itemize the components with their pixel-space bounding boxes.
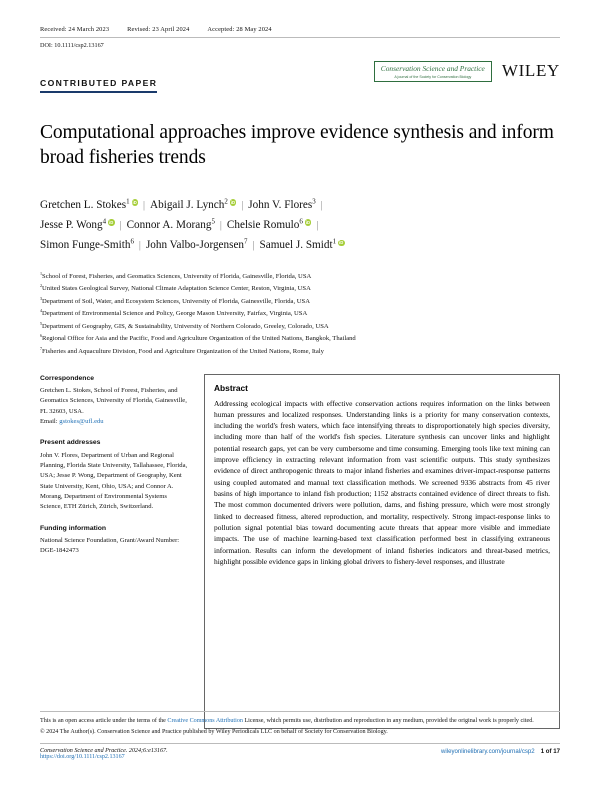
article-dates — [40, 26, 560, 38]
funding-heading: Funding information — [40, 524, 107, 532]
citation-text: Conservation Science and Practice. 2024;6:e13167. — [40, 748, 168, 754]
affiliation-list — [40, 270, 560, 358]
author: Gretchen L. Stokes$^1$ iD — [40, 199, 138, 211]
author: John V. Flores$^3$ — [248, 196, 316, 211]
doi-link[interactable]: https://doi.org/10.1111/csp2.13167 — [40, 754, 125, 760]
page-number: 1 of 17 — [540, 748, 560, 755]
author-separator: | — [143, 199, 146, 211]
funding-text: National Science Foundation, Grant/Award Number: DGE-1842473 — [40, 537, 180, 555]
license-statement — [40, 711, 560, 726]
author-separator: | — [119, 219, 122, 231]
orcid-icon[interactable] — [338, 240, 345, 247]
author: Jesse P. Wong$^4$ iD — [40, 219, 115, 231]
metadata-sidebar — [40, 374, 190, 729]
license-prefix: This is an open access article under the terms of the — [40, 717, 168, 724]
orcid-icon[interactable] — [108, 219, 115, 226]
correspondence-heading: Correspondence — [40, 374, 95, 382]
affiliation-item: $^4$Department of Environmental Science and Policy, George Mason University, Fairfax, Virginia, USA — [40, 308, 308, 318]
email-label: Email: — [40, 417, 58, 425]
author-separator: | — [219, 219, 222, 231]
present-addresses-heading: Present addresses — [40, 439, 101, 447]
revised-date: Revised: 23 April 2024 — [127, 26, 190, 33]
author-separator: | — [316, 219, 319, 231]
orcid-icon[interactable] — [230, 199, 237, 206]
present-addresses-block — [40, 438, 190, 512]
page-footer — [40, 711, 560, 760]
correspondence-text: Gretchen L. Stokes, School of Forest, Fisheries, and Geomatics Sciences, University of Florida, Gainesville, FL 32603, USA. — [40, 387, 187, 415]
received-date: Received: 24 March 2023 — [40, 26, 110, 33]
license-link[interactable]: Creative Commons Attribution — [167, 717, 243, 724]
affiliation-item: $^7$Fisheries and Aquaculture Division, Food and Agriculture Organization of the United Nations, Rome, Italy — [40, 345, 324, 356]
email-link[interactable]: gstokes@ufl.edu — [59, 417, 104, 425]
journal-url-link[interactable]: wileyonlinelibrary.com/journal/csp2 — [440, 748, 535, 755]
author: Simon Funge-Smith$^6$ — [40, 237, 134, 252]
author: John Valbo-Jorgensen$^7$ — [145, 237, 248, 252]
affiliation-item: $^3$Department of Soil, Water, and Ecosystem Sciences, University of Florida, Gainesville, Florida, USA — [40, 295, 310, 306]
footer-journal-info — [441, 748, 560, 755]
author-separator: | — [138, 240, 141, 252]
author-list — [40, 195, 560, 256]
author-separator: | — [252, 240, 255, 252]
article-doi: DOI: 10.1111/csp2.13167 — [40, 42, 104, 49]
affiliation-item: $^5$Department of Geography, GIS, & Sustainability, University of Northern Colorado, Greeley, Colorado, USA — [40, 320, 329, 331]
journal-logo — [374, 61, 492, 82]
author: Connor A. Morang$^5$ — [126, 217, 215, 231]
correspondence-block — [40, 374, 190, 428]
copyright-statement: © 2024 The Author(s). Conservation Science and Practice published by Wiley Periodicals LLC on behalf of Society for Conservation Biology. — [40, 729, 388, 735]
affiliation-item: $^2$United States Geological Survey, National Climate Adaptation Science Center, Reston, Virginia, USA — [40, 283, 311, 293]
author: Samuel J. Smidt$^1$iD — [260, 239, 345, 251]
article-type-wrap — [40, 61, 157, 93]
footer-bar — [40, 743, 560, 760]
orcid-icon[interactable] — [132, 199, 139, 206]
affiliation-item: $^1$School of Forest, Fisheries, and Geomatics Sciences, University of Florida, Gainesville, Florida, USA — [40, 270, 312, 281]
footer-citation — [40, 748, 168, 760]
author-separator: | — [320, 199, 323, 211]
journal-logo-title: Conservation Science and Practice — [380, 64, 485, 73]
publisher-logos — [374, 61, 560, 82]
author: Abigail J. Lynch$^2$ iD — [150, 199, 236, 211]
present-addresses-text: John V. Flores, Department of Urban and Regional Planning, Florida State University, Tallahassee, Florida, USA; Jesse P. Wong, Department of Geography, Kent State University, Kent, Ohio, USA; and Connor A. Morang, Department of Environmental Systems Science, ETH Zürich, Zürich, Switzerland. — [40, 451, 188, 511]
journal-logo-subtitle: A journal of the Society for Conservation Biology — [394, 74, 472, 79]
author: Chelsie Romulo$^6$ iD — [227, 219, 311, 231]
author-separator: | — [241, 199, 244, 211]
page-title: Computational approaches improve evidence synthesis and inform broad fisheries trends — [40, 122, 554, 168]
funding-block — [40, 524, 190, 557]
license-suffix: License, which permits use, distribution and reproduction in any medium, provided the original work is properly cited. — [242, 717, 534, 724]
article-type-label: CONTRIBUTED PAPER — [40, 78, 157, 93]
correspondence-email-row — [40, 417, 190, 427]
abstract-heading: Abstract — [214, 382, 248, 393]
affiliation-item: $^6$Regional Office for Asia and the Pacific, Food and Agriculture Organization of the United Nations, Bangkok, Thailand — [40, 333, 356, 343]
abstract-box — [204, 374, 560, 729]
article-body — [40, 374, 560, 729]
accepted-date: Accepted: 28 May 2024 — [207, 26, 272, 33]
article-banner — [40, 61, 560, 93]
abstract-text: Addressing ecological impacts with effective conservation actions requires information on the links between human pressures and localized responses. Understanding links is a priority for many conservation contexts, including the world's fresh waters, which face intensifying threats to disproportionately high species diversity, including more than half of the world's fish species. Literature synthesis can uncover links and highlight potential research gaps, yet can be very cumbersome and time consuming. Emerging tools like text mining can improve efficiency in extracting relevant information from vast scientific outputs. This study synthesizes evidence of direct anthropogenic threats to major inland fisheries and examines driver-impact-response patterns using coupled automated and manual text classification methods. We screened 9336 abstracts from 45 river basins of high importance to inland fish production; 1152 abstracts contained evidence of direct threats to fish. The most common documented drivers were pollution, dams, and fishing pressure, which were most strongly linked to decreased fitness, altered reproduction, and mortality, respectively. Strong impact-response links to pollution signal potential bias toward documenting acute threats that appear more visible and immediate impacts. The use of machine learning-based text classification performed best in classifying extraneous information. Results can inform the development of inland fisheries indicators and threat-based metrics, highlight possible evidence gaps in linking global drivers to fishery-level responses, and illustrate — [214, 398, 550, 567]
wiley-logo: WILEY — [501, 61, 560, 81]
